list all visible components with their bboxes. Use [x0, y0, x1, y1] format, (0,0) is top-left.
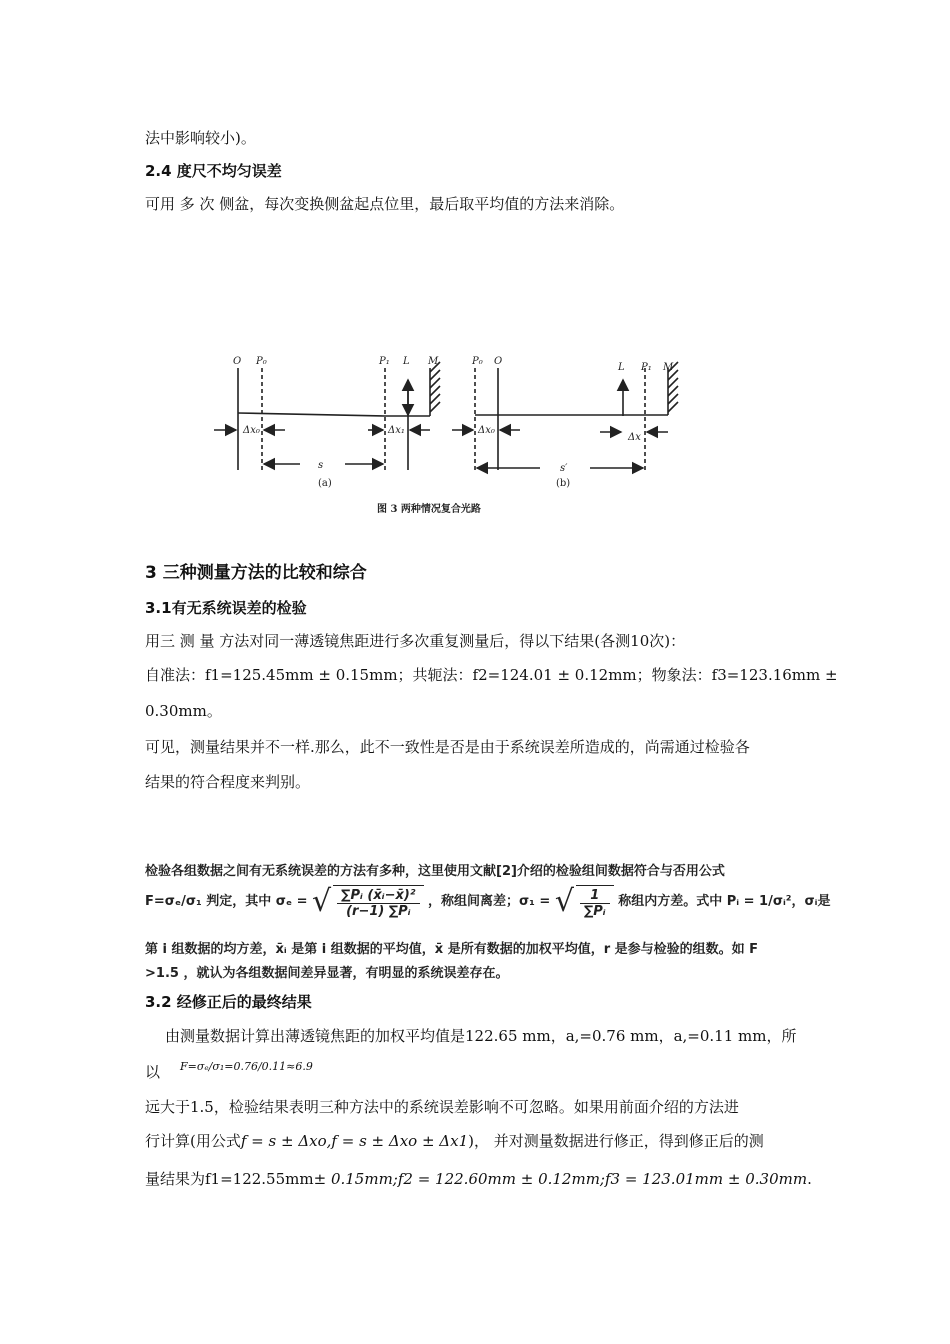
- label-m-b: M: [663, 362, 674, 373]
- section-heading-3: 3 三种测量方法的比较和综合: [145, 563, 367, 583]
- label-p0-b: P₀: [472, 356, 483, 367]
- inline-formula-f: F=σₑ/σ₁=0.76/0.11≈6.9: [180, 1060, 313, 1073]
- text-segment: .: [807, 1170, 812, 1188]
- text-segment: )， 并对测量数据进行修正，得到修正后的测: [468, 1132, 764, 1150]
- formula-line: 检验各组数据之间有无系统误差的方法有多种，这里使用文献[2]介绍的检验组间数据符合与否用公式: [145, 864, 725, 879]
- label-p1-b: P₁: [641, 362, 652, 373]
- optical-path-figure: [0, 340, 950, 540]
- formula-numerator: ∑Pᵢ (x̄ᵢ−x̄)²: [337, 888, 419, 904]
- formula-denominator-2: ∑Pᵢ: [583, 903, 606, 919]
- paragraph-line: 可用 多 次 侧盆，每次变换侧盆起点位里，最后取平均值的方法来消除。: [145, 195, 625, 213]
- paragraph-line: 自准法：f1=125.45mm ± 0.15mm；共轭法：f2=124.01 ± 0.12mm；物象法：f3=123.16mm ±: [145, 666, 838, 684]
- label-dx-b: Δx: [628, 432, 641, 443]
- label-s-a: s: [318, 460, 324, 471]
- label-l-a: L: [403, 356, 410, 367]
- formula-line-main: F=σₑ/σ₁ 判定，其中 σₑ = √ $\frac{\text{∑Pᵢ (x̄ᵢ−x̄)²}}{\text{(r−1) ∑Pᵢ}}$ ，称组间离差；σ₁ = √ $\frac{1}{\text{∑Pᵢ}}$ 称组内方差。式中 Pᵢ = 1/σᵢ²，σᵢ是: [145, 884, 831, 919]
- formula-line: >1.5 ，就认为各组数据间差异显著，有明显的系统误差存在。: [145, 966, 509, 981]
- paragraph-line: 用三 测 量 方法对同一薄透镜焦距进行多次重复测量后，得以下结果(各测10次)：: [145, 632, 686, 650]
- formula-line: 第 i 组数据的均方差，x̄ᵢ 是第 i 组数据的平均值，x̄ 是所有数据的加权平均值，r 是参与检验的组数。如 F: [145, 942, 759, 957]
- paragraph-line: 0.30mm。: [145, 702, 222, 720]
- paragraph-line: 结果的符合程度来判别。: [145, 773, 311, 791]
- figure-caption: 图 3 两种情况复合光路: [377, 504, 481, 515]
- paragraph-line: 远大于1.5，检验结果表明三种方法中的系统误差影响不可忽略。如果用前面介绍的方法进: [145, 1098, 739, 1116]
- formula-numerator-2: 1: [580, 888, 610, 904]
- inline-math: f = s ± Δxo,f = s ± Δxo ± Δx1: [240, 1132, 469, 1150]
- paragraph-line: [145, 1169, 812, 1189]
- section-heading-3-2: 3.2 经修正后的最终结果: [145, 993, 312, 1011]
- text-segment: 量结果为f1=122.55mm: [145, 1170, 314, 1188]
- paragraph-line: 以: [145, 1063, 161, 1081]
- label-p1-a: P₁: [379, 356, 390, 367]
- inline-math: ± 0.15mm;f2 = 122.60mm ± 0.12mm;f3 = 123.01mm ± 0.30mm: [313, 1170, 808, 1188]
- label-o-b: O: [494, 356, 503, 367]
- paragraph-line: 法中影响较小)。: [145, 129, 256, 147]
- section-heading-3-1: 3.1有无系统误差的检验: [145, 599, 307, 617]
- label-s-b: s′: [560, 463, 568, 474]
- label-l-b: L: [618, 362, 625, 373]
- label-tag-a: (a): [318, 478, 332, 489]
- paragraph-line: 可见，测量结果并不一样.那么，此不一致性是否是由于系统误差所造成的，尚需通过检验各: [145, 738, 750, 756]
- formula-denominator: (r−1) ∑Pᵢ: [346, 903, 411, 919]
- formula-intra-group: 称组内方差。式中 Pᵢ = 1/σᵢ²，σᵢ是: [618, 894, 831, 909]
- section-heading-2-4: 2.4 度尺不均匀误差: [145, 162, 282, 180]
- label-o-a: O: [233, 356, 242, 367]
- label-dx0-b: Δx₀: [478, 425, 495, 436]
- text-segment: 行计算(用公式: [145, 1132, 241, 1150]
- label-tag-b: (b): [556, 478, 571, 489]
- formula-f-def: F=σₑ/σ₁ 判定，其中 σₑ =: [145, 894, 308, 909]
- formula-inter-group: ，称组间离差；σ₁ =: [428, 894, 551, 909]
- label-m-a: M: [428, 356, 439, 367]
- label-p0-a: P₀: [256, 356, 267, 367]
- label-dx0-a: Δx₀: [243, 425, 260, 436]
- label-dx1-a: Δx₁: [388, 425, 405, 436]
- paragraph-line: 由测量数据计算出薄透镜焦距的加权平均值是122.65 mm，a,=0.76 mm，a,=0.11 mm，所: [165, 1027, 797, 1045]
- paragraph-line: [145, 1131, 764, 1151]
